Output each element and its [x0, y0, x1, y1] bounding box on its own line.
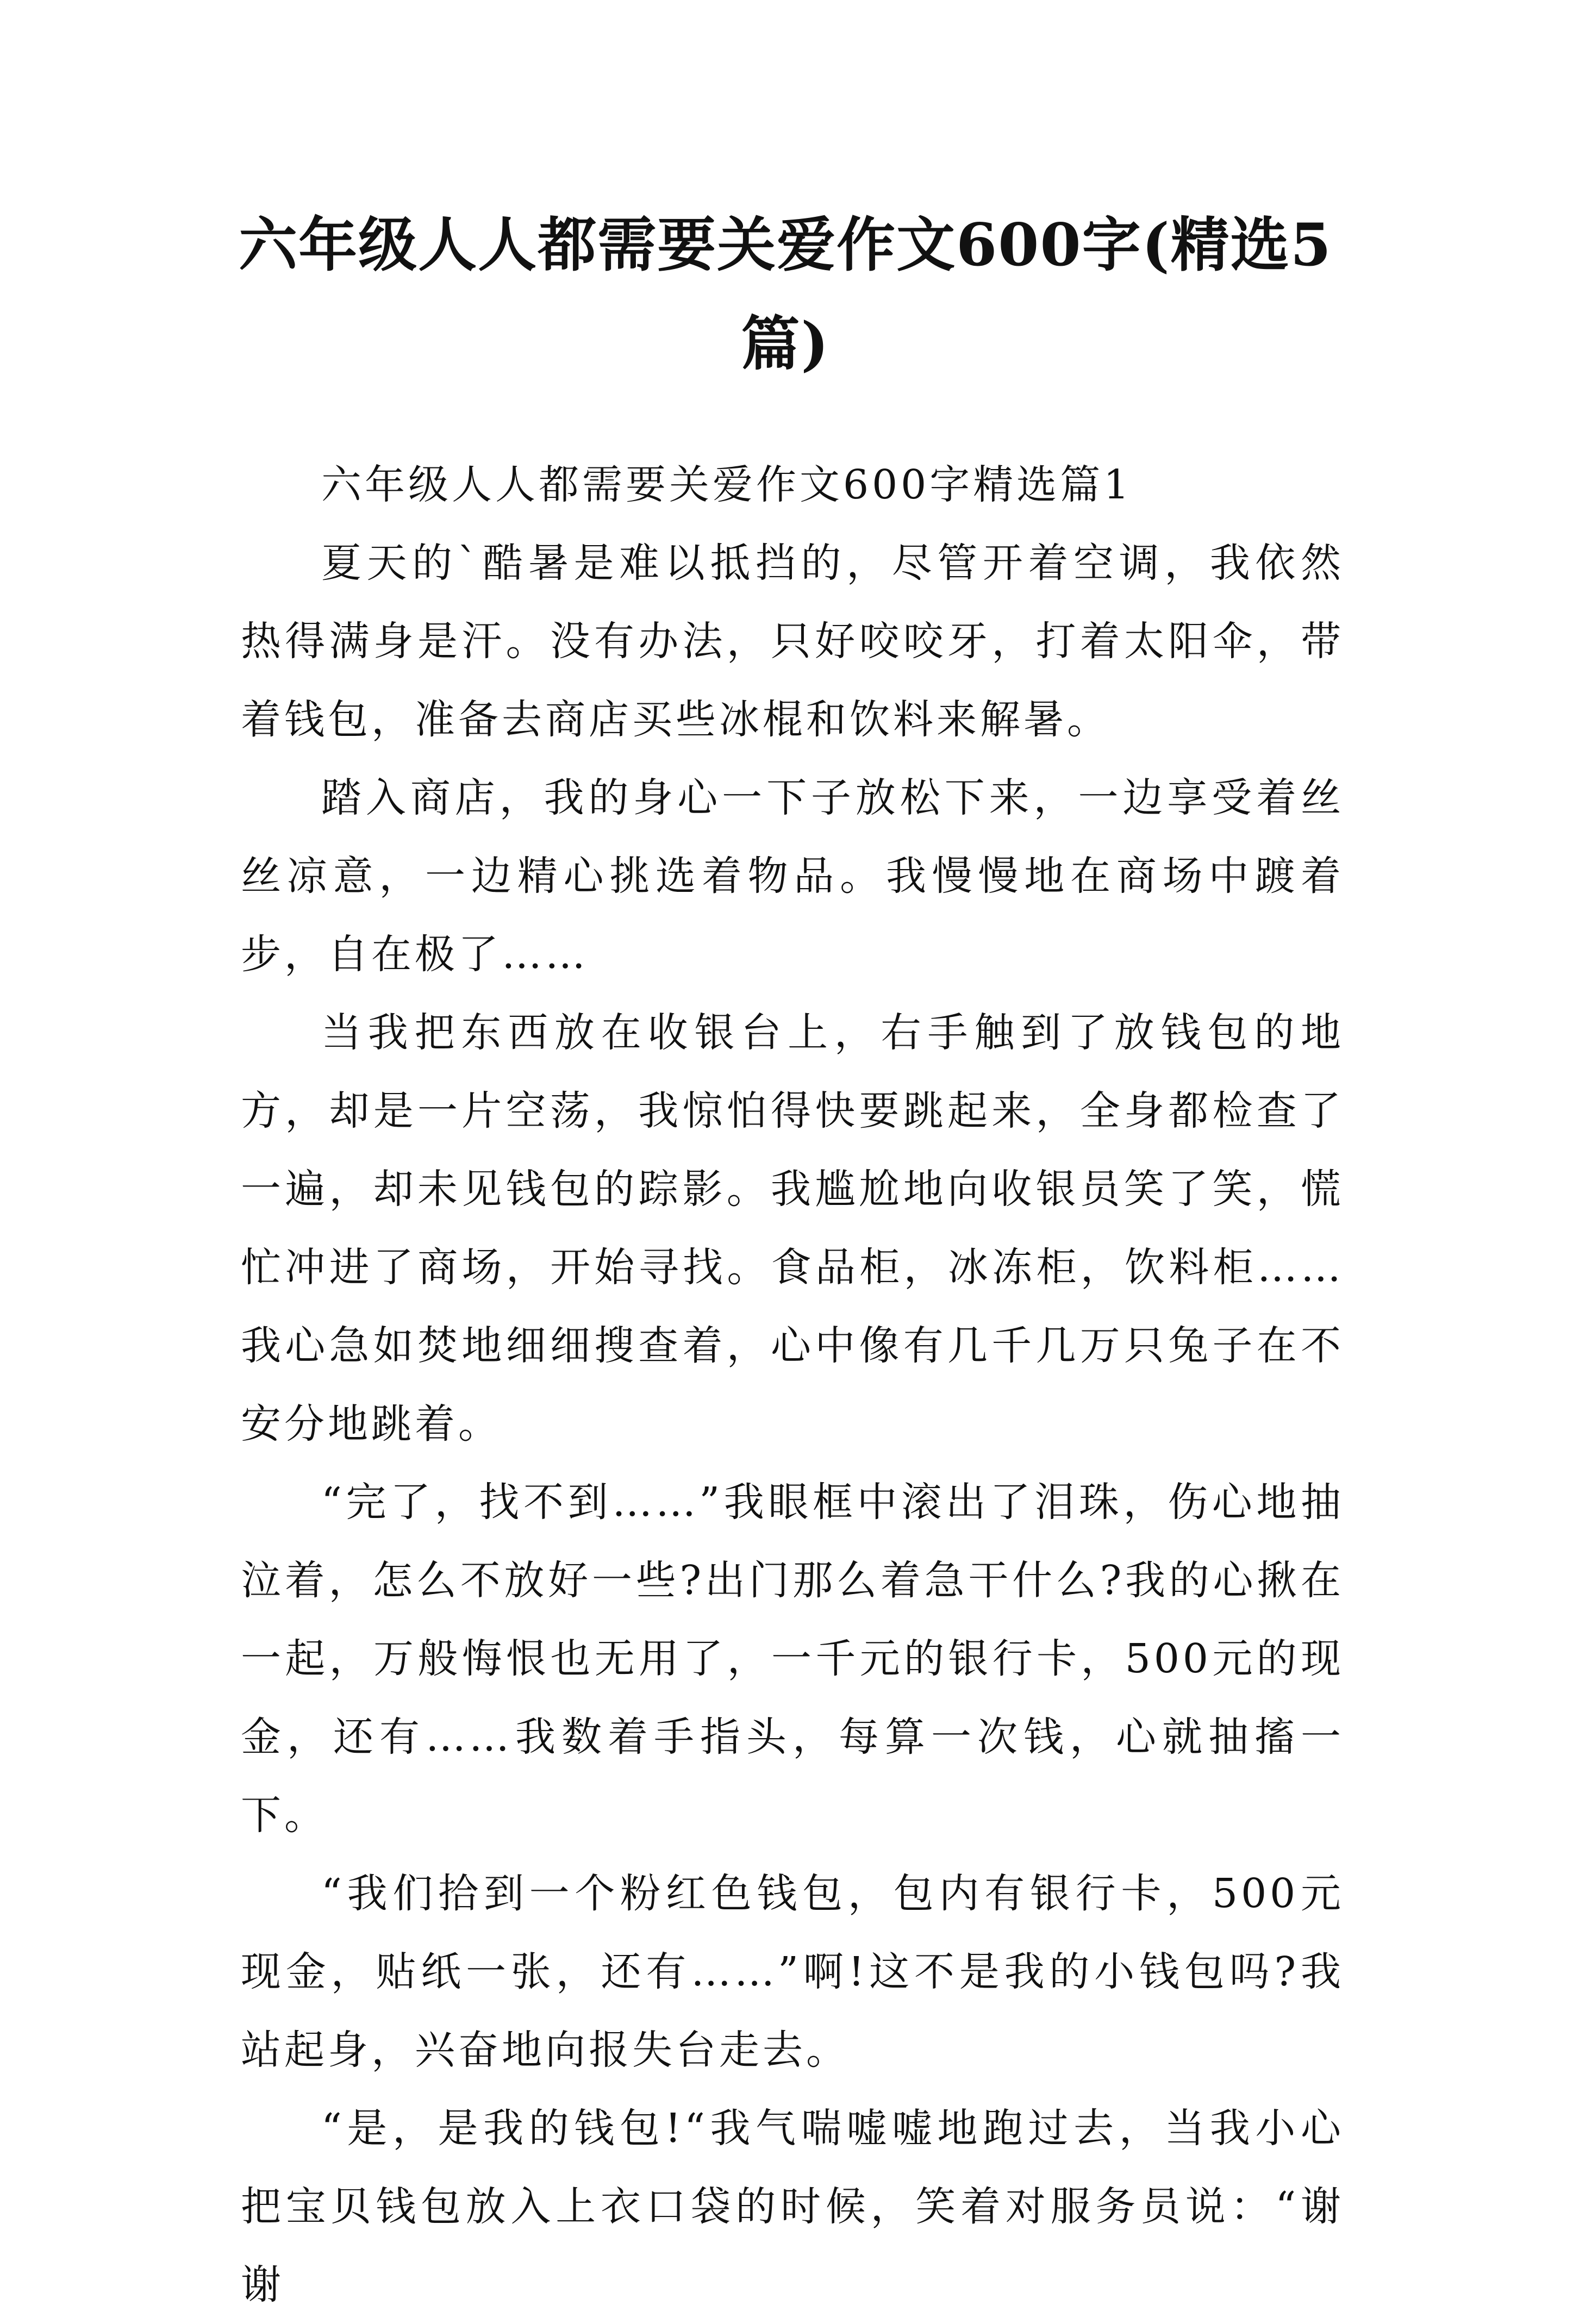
document-title: 六年级人人都需要关爱作文600字(精选5篇)	[239, 211, 1332, 378]
section-heading: 六年级人人都需要关爱作文600字精选篇1	[321, 461, 1133, 508]
paragraph: “完了，找不到……”我眼框中滚出了泪珠，伤心地抽泣着，怎么不放好一些?出门那么着急干什么?我的心揪在一起，万般悔恨也无用了，一千元的银行卡，500元的现金，还有……我数着手指头，每算一次钱，心就抽搐一下。	[241, 1479, 1344, 1839]
paragraph: 夏天的`酷暑是难以抵挡的，尽管开着空调，我依然热得满身是汗。没有办法，只好咬咬牙，打着太阳伞，带着钱包，准备去商店买些冰棍和饮料来解暑。	[241, 540, 1344, 743]
paragraph: 当我把东西放在收银台上，右手触到了放钱包的地方，却是一片空荡，我惊怕得快要跳起来，全身都检查了一遍，却未见钱包的踪影。我尴尬地向收银员笑了笑，慌忙冲进了商场，开始寻找。食品柜，冰冻柜，饮料柜……我心急如焚地细细搜查着，心中像有几千几万只兔子在不安分地跳着。	[241, 1009, 1344, 1447]
paragraph: 踏入商店，我的身心一下子放松下来，一边享受着丝丝凉意，一边精心挑选着物品。我慢慢地在商场中踱着步，自在极了……	[241, 774, 1344, 978]
paragraph: “是，是我的钱包!“我气喘嘘嘘地跑过去，当我小心把宝贝钱包放入上衣口袋的时候，笑着对服务员说：“谢谢	[241, 2105, 1344, 2308]
document-body	[241, 446, 1344, 2324]
paragraph: “我们拾到一个粉红色钱包，包内有银行卡，500元现金，贴纸一张，还有……”啊!这不是我的小钱包吗?我站起身，兴奋地向报失台走去。	[241, 1870, 1344, 2073]
